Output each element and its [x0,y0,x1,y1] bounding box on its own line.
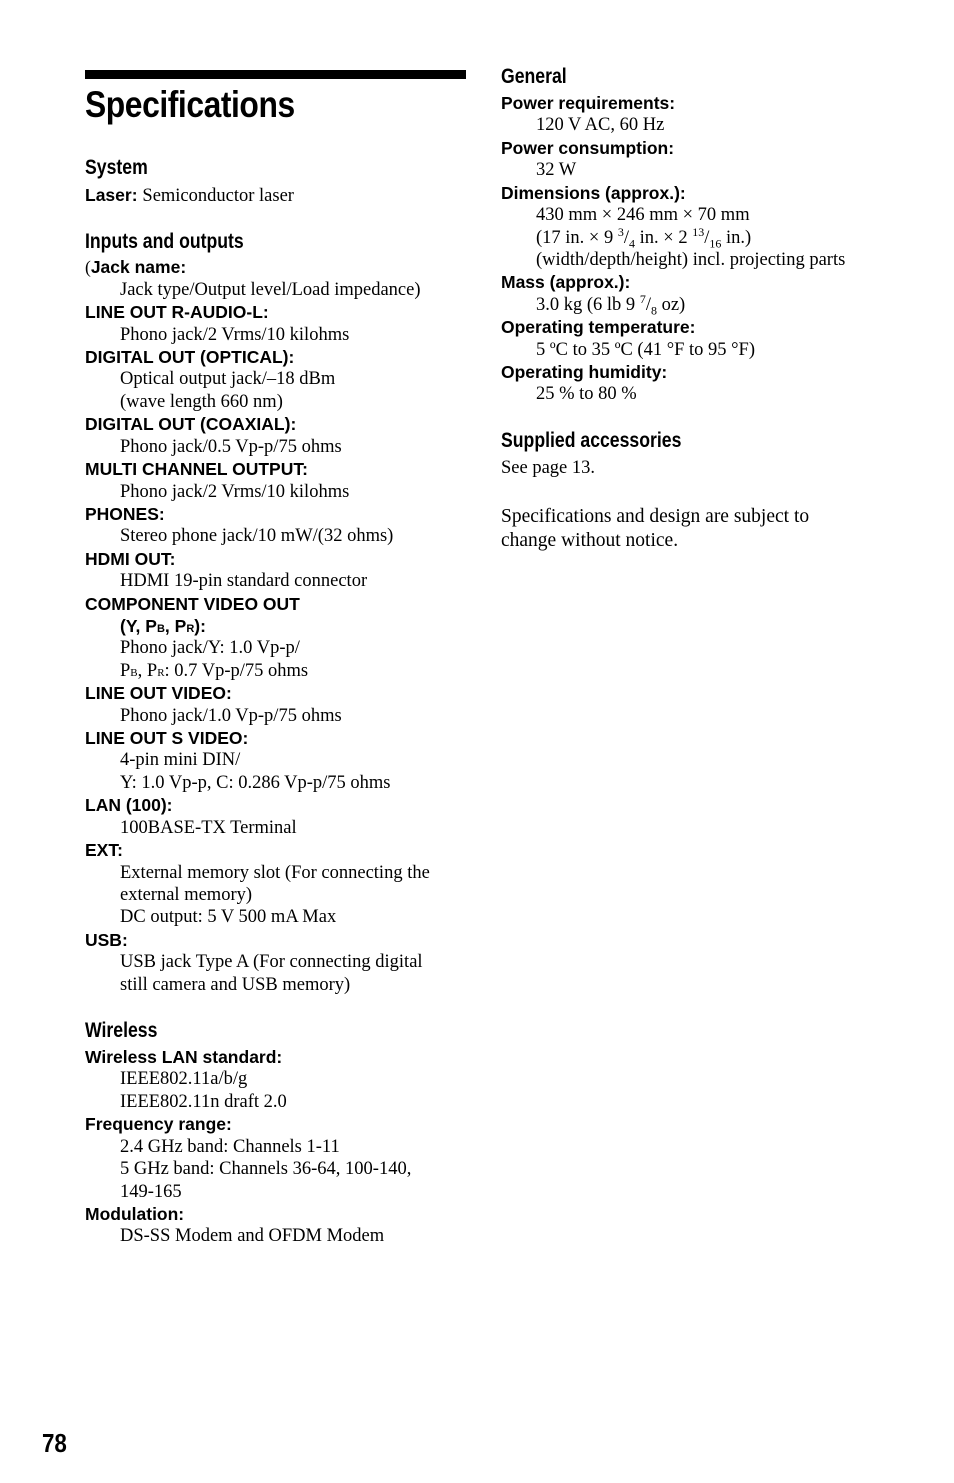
spec-value: 4-pin mini DIN/ [120,750,241,770]
value-sup: 7 [639,291,646,306]
section-heading-inputs-outputs: Inputs and outputs [85,230,244,253]
spec-label: Operating humidity: [501,362,668,382]
value-sub: 16 [709,236,722,251]
spec-label: Laser: [85,185,138,205]
value-sup: 3 [617,224,624,239]
spec-value: external memory) [120,885,253,905]
spec-value: Phono jack/0.5 Vp-p/75 ohms [120,437,342,457]
spec-label-component-line2 [120,616,206,640]
spec-label: PHONES: [85,504,165,524]
spec-value: IEEE802.11a/b/g [120,1069,248,1089]
value-sub: B [130,667,138,679]
spec-value-mass [536,291,686,318]
jack-name-label: Jack name: [90,257,187,277]
spec-value: HDMI 19-pin standard connector [120,571,368,591]
spec-value: 100BASE-TX Terminal [120,818,297,838]
value-sub: 8 [650,303,657,318]
spec-value: Optical output jack/–18 dBm [120,369,336,389]
spec-row-laser [85,185,294,207]
notice-text-line2: change without notice. [501,530,679,551]
section-heading-system: System [85,156,148,179]
spec-label: COMPONENT VIDEO OUT [85,594,300,614]
page-title: Specifications [85,84,295,125]
label-part: , P [164,616,187,636]
value-part: / [704,228,710,248]
value-sub: 4 [629,236,635,251]
spec-value: 5 ºC to 35 ºC (41 °F to 95 °F) [536,340,756,360]
spec-label: MULTI CHANNEL OUTPUT: [85,459,308,479]
title-rule [85,70,466,79]
label-part: ): [194,616,206,636]
value-part: in.) [721,228,752,248]
value-part: in. × 2 [635,228,693,248]
spec-value-dimensions-inches [536,224,752,251]
value-part: P [120,661,131,681]
spec-value: Phono jack/2 Vrms/10 kilohms [120,482,350,502]
value-sub: R [157,667,165,679]
spec-label: Mass (approx.): [501,272,631,292]
spec-value: DC output: 5 V 500 mA Max [120,907,337,927]
spec-label: LAN (100): [85,795,173,815]
spec-value: 5 GHz band: Channels 36-64, 100-140, [120,1159,412,1179]
section-heading-supplied-accessories: Supplied accessories [501,429,682,452]
spec-label: Power requirements: [501,93,676,113]
value-part: oz) [656,295,686,315]
spec-value: 32 W [536,160,577,180]
value-part: , P [137,661,158,681]
value-part: / [645,295,651,315]
spec-label-jack-name [85,257,186,278]
value-part: 3.0 kg (6 lb 9 [536,295,640,315]
spec-value: Semiconductor laser [142,186,294,206]
value-part: : 0.7 Vp-p/75 ohms [164,661,309,681]
spec-value: 25 % to 80 % [536,384,637,404]
spec-value: still camera and USB memory) [120,975,351,995]
spec-value: Stereo phone jack/10 mW/(32 ohms) [120,526,394,546]
spec-value: Jack type/Output level/Load impedance) [120,280,421,300]
spec-label: LINE OUT VIDEO: [85,683,232,703]
spec-label: Modulation: [85,1204,185,1224]
section-heading-wireless: Wireless [85,1019,158,1042]
spec-value: 430 mm × 246 mm × 70 mm [536,205,750,225]
paren-open: ( [85,257,91,277]
spec-value: Phono jack/1.0 Vp-p/75 ohms [120,706,342,726]
value-part: (17 in. × 9 [536,228,618,248]
label-sub: R [186,623,195,635]
spec-label: LINE OUT R-AUDIO-L: [85,302,269,322]
value-sup: 13 [692,224,705,239]
accessories-text: See page 13. [501,458,596,478]
spec-value: USB jack Type A (For connecting digital [120,952,423,972]
spec-value: Y: 1.0 Vp-p, C: 0.286 Vp-p/75 ohms [120,773,391,793]
spec-label: Frequency range: [85,1114,232,1134]
spec-label: LINE OUT S VIDEO: [85,728,249,748]
spec-label: Wireless LAN standard: [85,1047,283,1067]
label-part: (Y, P [120,616,157,636]
spec-value: (wave length 660 nm) [120,392,283,412]
spec-label: USB: [85,930,128,950]
spec-value: (width/depth/height) incl. projecting parts [536,250,846,270]
notice-text-line1: Specifications and design are subject to [501,506,810,527]
spec-label: DIGITAL OUT (COAXIAL): [85,414,297,434]
section-heading-general: General [501,65,567,88]
page-number: 78 [42,1428,67,1458]
spec-value: 2.4 GHz band: Channels 1-11 [120,1137,340,1157]
spec-value: Phono jack/2 Vrms/10 kilohms [120,325,350,345]
spec-value: Phono jack/Y: 1.0 Vp-p/ [120,638,300,658]
spec-value: 120 V AC, 60 Hz [536,115,665,135]
spec-value: IEEE802.11n draft 2.0 [120,1092,287,1112]
spec-value: External memory slot (For connecting the [120,863,430,883]
label-sub: B [156,623,165,635]
value-part: / [623,228,629,248]
spec-value: 149-165 [120,1182,182,1202]
spec-label: EXT: [85,840,123,860]
spec-label: HDMI OUT: [85,549,176,569]
spec-label: DIGITAL OUT (OPTICAL): [85,347,295,367]
spec-label: Dimensions (approx.): [501,183,686,203]
spec-label: Power consumption: [501,138,675,158]
spec-value-component-line2 [120,661,308,684]
spec-value: DS-SS Modem and OFDM Modem [120,1226,385,1246]
spec-label: Operating temperature: [501,317,696,337]
